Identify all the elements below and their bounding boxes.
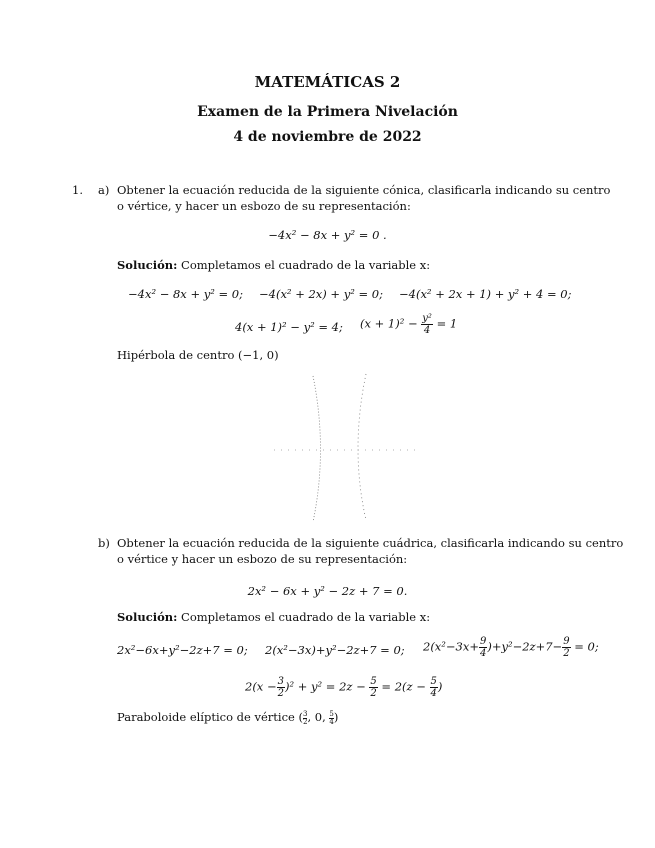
hyperbola-sketch bbox=[268, 370, 428, 530]
result-f2-num: 5 bbox=[329, 709, 334, 718]
step4-fraction-1 bbox=[277, 676, 285, 699]
exam-subtitle: Examen de la Primera Nivelación bbox=[197, 104, 458, 120]
step4-fraction-3 bbox=[430, 676, 438, 699]
part-b-statement-line2: o vértice y hacer un esbozo de su representación: bbox=[117, 552, 408, 566]
step5-num: y² bbox=[422, 313, 432, 324]
step4-mid: )² + y² = 2z − bbox=[284, 679, 366, 694]
part-a-step-2: −4(x² + 2x) + y² = 0; bbox=[259, 287, 383, 301]
part-b-step-2: 2(x²−3x)+y²−2z+7 = 0; bbox=[265, 643, 405, 657]
solution-label: Solución: bbox=[117, 258, 178, 272]
step3-pre: 2(x²−3x+ bbox=[423, 639, 479, 654]
part-b-solution bbox=[117, 610, 430, 624]
step3-f2-den: 2 bbox=[563, 648, 570, 659]
part-a-solution bbox=[117, 258, 430, 272]
step4-fraction-2 bbox=[369, 676, 377, 699]
part-b-equation: 2x² − 6x + y² − 2z + 7 = 0. bbox=[247, 584, 408, 598]
step4-mid2: = 2(z − bbox=[381, 679, 426, 694]
part-b-step-4 bbox=[245, 676, 442, 699]
part-b-step-1: 2x²−6x+y²−2z+7 = 0; bbox=[117, 643, 248, 657]
part-b-label: b) bbox=[98, 536, 110, 550]
step3-post: = 0; bbox=[574, 639, 599, 654]
exam-title: MATEMÁTICAS 2 bbox=[254, 73, 401, 91]
step4-f3-num: 5 bbox=[430, 676, 437, 687]
step5-den: 4 bbox=[423, 325, 431, 336]
step3-f1-den: 4 bbox=[479, 648, 487, 659]
step3-f1-num: 9 bbox=[479, 636, 487, 647]
hyperbola-left-branch bbox=[313, 376, 321, 522]
result-f1-den: 2 bbox=[302, 717, 308, 726]
part-b-step-3 bbox=[423, 636, 599, 659]
solution-text: Completamos el cuadrado de la variable x: bbox=[177, 610, 431, 624]
part-a-step-3: −4(x² + 2x + 1) + y² + 4 = 0; bbox=[399, 287, 572, 301]
step5-post: = 1 bbox=[436, 316, 458, 331]
step4-f2-num: 5 bbox=[370, 676, 377, 687]
step4-f2-den: 2 bbox=[370, 688, 377, 699]
step3-mid: )+y²−2z+7− bbox=[487, 639, 563, 654]
result-pre: Paraboloide elíptico de vértice ( bbox=[117, 710, 303, 724]
step3-fraction-2 bbox=[562, 636, 570, 659]
solution-label: Solución: bbox=[117, 610, 178, 624]
part-a-step-4: 4(x + 1)² − y² = 4; bbox=[235, 320, 343, 334]
step3-f2-num: 9 bbox=[563, 636, 570, 647]
step5-pre: (x + 1)² − bbox=[360, 316, 418, 331]
part-a-label: a) bbox=[98, 183, 110, 197]
part-b-statement-line1: Obtener la ecuación reducida de la siguiente cuádrica, clasificarla indicando su centro bbox=[117, 536, 624, 550]
result-f1-num: 3 bbox=[302, 709, 308, 718]
part-b-result bbox=[117, 710, 338, 726]
step4-post: ) bbox=[437, 679, 443, 694]
result-mid: , 0, bbox=[307, 710, 326, 724]
problem-number: 1. bbox=[72, 183, 83, 197]
exam-date: 4 de noviembre de 2022 bbox=[233, 129, 422, 145]
result-post: ) bbox=[333, 710, 339, 724]
part-a-step-1: −4x² − 8x + y² = 0; bbox=[128, 287, 243, 301]
solution-text: Completamos el cuadrado de la variable x: bbox=[177, 258, 431, 272]
step4-f1-num: 3 bbox=[277, 676, 284, 687]
hyperbola-right-branch bbox=[358, 374, 366, 520]
part-a-statement-line1: Obtener la ecuación reducida de la siguiente cónica, clasificarla indicando su centro bbox=[117, 183, 611, 197]
step4-f1-den: 2 bbox=[277, 688, 284, 699]
part-a-result: Hipérbola de centro (−1, 0) bbox=[117, 348, 279, 362]
step4-pre: 2(x − bbox=[245, 679, 277, 694]
part-a-statement-line2: o vértice, y hacer un esbozo de su representación: bbox=[117, 199, 411, 213]
part-a-equation: −4x² − 8x + y² = 0 . bbox=[268, 228, 387, 242]
part-a-step-5 bbox=[360, 313, 457, 336]
step5-fraction bbox=[421, 313, 433, 336]
result-f2-den: 4 bbox=[329, 717, 334, 726]
step4-f3-den: 4 bbox=[430, 688, 437, 699]
